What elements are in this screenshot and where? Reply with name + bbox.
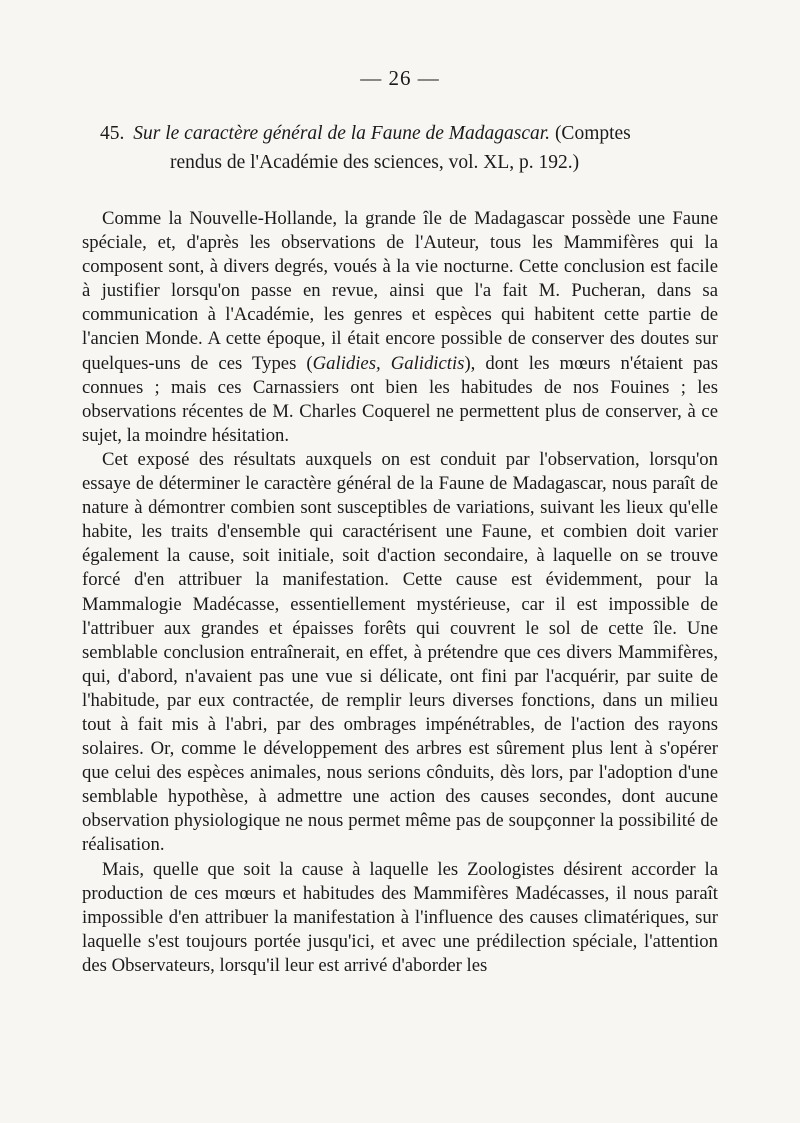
reference-part-1: (Comptes (554, 123, 631, 144)
section-number: 45. (100, 123, 125, 144)
paragraph-2: Cet exposé des résultats auxquels on est conduit par l'observation, lorsqu'on essaye de déterminer le caractère général de la Faune de Madagascar, nous paraît de nature à démontrer combien sont susceptibles de variations, suivant les lieux qu'elle habite, les traits d'ensemble qui caractérisent une Faune, et combien doit varier également la cause, soit initiale, soit d'action secondaire, à laquelle on se trouve forcé d'en attribuer la manifestation. Cette cause est évidemment, pour la Mammalogie Madécasse, essentiellement mystérieuse, car il est impossible de l'attribuer aux grandes et épaisses forêts qui couvrent le sol de cette île. Une semblable conclusion entraînerait, en effet, à prétendre que ces divers Mammifères, qui, d'abord, n'avaient pas une vue si délicate, ont fini par l'acquérir, par suite de l'habitude, par eux contractée, de remplir leurs diverses fonctions, dans un milieu tout à fait mis à l'abri, par des ombrages impénétrables, de l'action des rayons solaires. Or, comme le développement des arbres est sûrement plus lent à s'opérer que celui des espèces animales, nous serions cônduits, dès lors, par l'adoption d'une semblable hypothèse, à admettre une action des causes secondes, dont aucune observation physiologique ne nous permet même pas de soupçonner la possibilité de réalisation. (82, 448, 718, 856)
section-title: Sur le caractère général de la Faune de Madagascar. (133, 123, 551, 144)
paragraph-1-text-a: Comme la Nouvelle-Hollande, la grande île de Madagascar possède une Faune spéciale, et, d'après les observations de l'Auteur, tous les Mammifères qui la composent sont, à divers degrés, voués à la vie nocturne. Cette conclusion est facile à justifier lorsqu'on passe en revue, ainsi que l'a fait M. Pucheran, dans sa communication à l'Académie, les genres et espèces qui habitent cette partie de l'ancien Monde. A cette époque, il était encore possible de conserver des doutes sur quelques-uns de ces Types ( (82, 208, 718, 374)
page-number: — 26 — (360, 66, 440, 90)
paragraph-1-italic: Galidies, Galidictis (312, 352, 465, 374)
paragraph-1 (82, 207, 718, 448)
paragraph-3: Mais, quelle que soit la cause à laquelle les Zoologistes désirent accorder la production de ces mœurs et habitudes des Mammifères Madécasses, il nous paraît impossible d'en attribuer la manifestation à l'influence des causes climatériques, sur laquelle s'est toujours portée jusqu'ici, et avec une prédilection spéciale, l'attention des Observateurs, lorsqu'il leur est arrivé d'aborder les (82, 858, 718, 976)
paragraph-1-text-b: ), dont les mœurs n'étaient pas connues ; mais ces Carnassiers ont bien les habitudes de nos Fouines ; les observations récentes de M. Charles Coquerel ne permettent plus de conserver, à ce sujet, la moindre hésitation. (82, 352, 718, 446)
heading-line-1 (100, 119, 720, 148)
heading-line-2: rendus de l'Académie des sciences, vol. XL, p. 192.) (170, 152, 580, 173)
body-text (82, 207, 718, 978)
section-heading (100, 119, 720, 177)
